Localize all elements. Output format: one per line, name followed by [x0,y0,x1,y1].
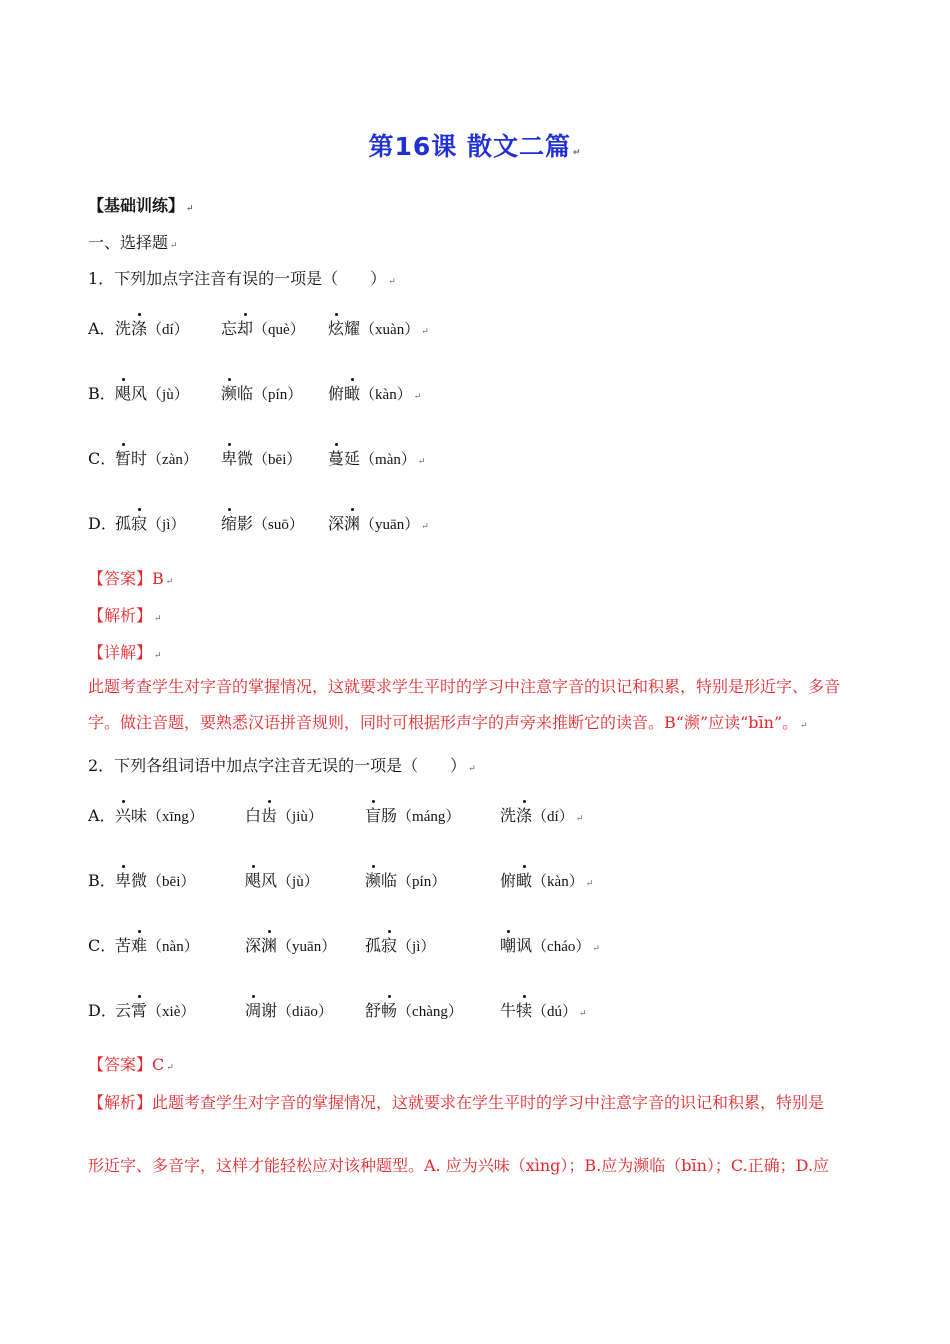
pinyin: （màn） [360,452,416,468]
option-word: 洗涤（dí） ↵ [500,803,583,826]
option-word: 牛犊（dú） ↵ [500,998,587,1021]
dotted-character: 却 [237,316,253,339]
option-word: 卑微（bēi） [115,868,195,891]
dotted-character: 卑 [221,446,237,469]
dotted-character: 炫 [328,316,344,339]
option-word: 白齿（jiù） [245,803,323,826]
pinyin: （diāo） [277,1004,333,1020]
pinyin: （máng） [397,809,461,825]
option-word: 暂时（zàn） [115,446,198,469]
pinyin: （cháo） [532,939,591,955]
option-letter: D． [88,514,117,533]
pinyin: （bēi） [253,452,302,468]
dotted-character: 暂 [115,446,131,469]
dotted-character: 犊 [516,998,532,1021]
section-label: 【基础训练】 ↵ [88,196,194,215]
pinyin: （xīng） [147,809,204,825]
pinyin: （què） [253,322,305,338]
pinyin: （xuàn） [360,322,420,338]
option-word: 舒畅（chàng） [365,998,463,1021]
dotted-character: 涤 [131,316,147,339]
pinyin: （dí） [532,809,574,825]
option-word: 兴味（xīng） [115,803,204,826]
option-word: 孤寂（jì） [115,511,185,534]
option-word: 濒临（pín） [365,868,446,891]
option-word: 忘却（què） [221,316,305,339]
option-word: 炫耀（xuàn） ↵ [328,316,429,339]
page-title: 第16课 散文二篇 ↵ [368,132,582,161]
dotted-character: 瞰 [516,868,532,891]
option-letter: C． [88,936,117,955]
pinyin: （jì） [397,939,436,955]
pinyin: （kàn） [360,387,412,403]
option-word: 孤寂（jì） [365,933,435,956]
option-word: 深渊（yuān） [245,933,336,956]
pinyin: （jiù） [277,809,323,825]
dotted-character: 寂 [381,933,397,956]
option-word: 洗涤（dí） [115,316,189,339]
option-word: 嘲讽（cháo） ↵ [500,933,600,956]
question-2-analysis-line-2: 形近字、多音字，这样才能轻松应对该种题型。A. 应为兴味（xìng）；B.应为濒临（bīn）；C.正确；D.应 [88,1156,830,1175]
question-1-stem: 1．下列加点字注音有误的一项是（ ） ↵ [88,269,396,288]
part-label: 一、选择题 ↵ [88,233,178,252]
dotted-character: 缩 [221,511,237,534]
dotted-character: 渊 [261,933,277,956]
pinyin: （zàn） [147,452,198,468]
dotted-character: 飓 [245,868,261,891]
option-word: 盲肠（máng） [365,803,460,826]
dotted-character: 嘲 [500,933,516,956]
pinyin: （dí） [147,322,189,338]
dotted-character: 卑 [115,868,131,891]
pinyin: （yuān） [360,517,420,533]
pinyin: （suō） [253,517,304,533]
pinyin: （pín） [397,874,447,890]
pinyin: （jù） [147,387,189,403]
dotted-character: 飓 [115,381,131,404]
option-word: 濒临（pín） [221,381,302,404]
option-word: 俯瞰（kàn） ↵ [328,381,421,404]
dotted-character: 寂 [131,511,147,534]
pinyin: （kàn） [532,874,584,890]
option-letter: C． [88,449,117,468]
option-word: 飓风（jù） [115,381,189,404]
question-2-analysis-line-1: 【解析】此题考查学生对字音的掌握情况，这就要求在学生平时的学习中注意字音的识记和积累，特别是 [88,1093,825,1112]
option-letter: B． [88,871,116,890]
option-word: 俯瞰（kàn） ↵ [500,868,593,891]
question-2-answer: 【答案】C ↵ [88,1055,174,1074]
dotted-character: 霄 [131,998,147,1021]
question-1-explanation: 此题考查学生对字音的掌握情况，这就要求学生平时的学习中注意字音的识记和积累，特别是形近字、多音字。做注音题，要熟悉汉语拼音规则，同时可根据形声字的声旁来推断它的读音。B“濒”应读“bīn”。 ↵ [88,677,841,732]
dotted-character: 蔓 [328,446,344,469]
dotted-character: 濒 [365,868,381,891]
pinyin: （xiè） [147,1004,196,1020]
pinyin: （bēi） [147,874,196,890]
pinyin: （nàn） [147,939,199,955]
option-word: 凋谢（diāo） [245,998,333,1021]
dotted-character: 兴 [115,803,131,826]
dotted-character: 难 [131,933,147,956]
option-word: 飓风（jù） [245,868,319,891]
option-word: 苦难（nàn） [115,933,199,956]
option-letter: A． [88,319,116,338]
question-2-stem: 2．下列各组词语中加点字注音无误的一项是（ ） ↵ [88,756,476,775]
option-letter: A． [88,806,116,825]
option-letter: B． [88,384,116,403]
question-1-analysis-label: 【解析】 ↵ [88,606,162,625]
pinyin: （jì） [147,517,186,533]
pinyin: （dú） [532,1004,578,1020]
pinyin: （pín） [253,387,303,403]
question-1-detail-label: 【详解】 ↵ [88,643,162,662]
option-word: 卑微（bēi） [221,446,301,469]
dotted-character: 盲 [365,803,381,826]
pinyin: （yuān） [277,939,337,955]
option-word: 蔓延（màn） ↵ [328,446,425,469]
dotted-character: 齿 [261,803,277,826]
dotted-character: 瞰 [344,381,360,404]
question-1-answer: 【答案】B ↵ [88,569,174,588]
dotted-character: 涤 [516,803,532,826]
dotted-character: 濒 [221,381,237,404]
dotted-character: 畅 [381,998,397,1021]
option-word: 云霄（xiè） [115,998,195,1021]
dotted-character: 渊 [344,511,360,534]
dotted-character: 凋 [245,998,261,1021]
option-letter: D． [88,1001,117,1020]
option-word: 深渊（yuān） ↵ [328,511,429,534]
option-word: 缩影（suō） [221,511,304,534]
pinyin: （chàng） [397,1004,463,1020]
pinyin: （jù） [277,874,319,890]
